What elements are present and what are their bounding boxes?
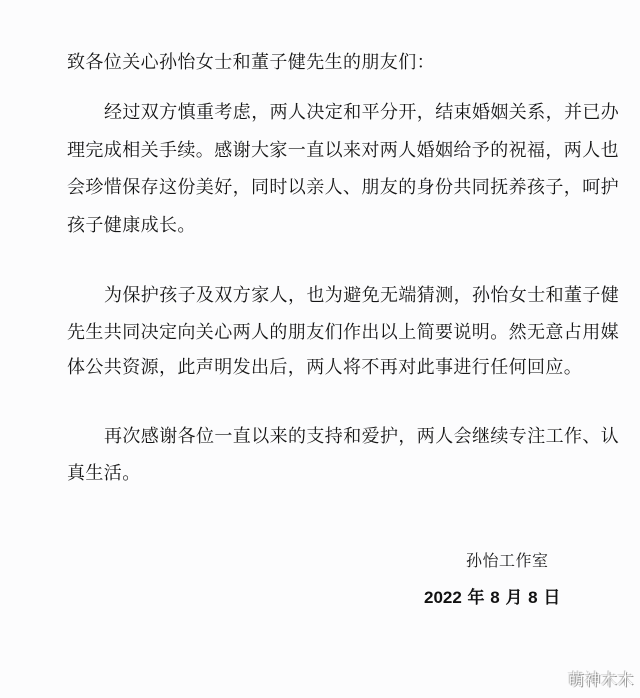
greeting-line: 致各位关心孙怡女士和董子健先生的朋友们： [67, 52, 435, 73]
paragraph-line: 真生活。 [67, 463, 141, 484]
paragraph-line: 为保护孩子及双方家人，也为避免无端猜测，孙怡女士和董子健 [104, 285, 620, 306]
paragraph-line: 体公共资源，此声明发出后，两人将不再对此事进行任何回应。 [67, 357, 583, 378]
statement-date: 2022 年 8 月 8 日 [424, 588, 561, 607]
paragraph-line: 经过双方慎重考虑，两人决定和平分开，结束婚姻关系，并已办 [104, 102, 620, 123]
paragraph-line: 会珍惜保存这份美好，同时以亲人、朋友的身份共同抚养孩子，呵护 [67, 177, 619, 198]
paragraph-line: 再次感谢各位一直以来的支持和爱护，两人会继续专注工作、认 [104, 426, 620, 447]
signature: 孙怡工作室 [466, 551, 549, 570]
watermark: 萌神木木 [567, 670, 634, 689]
paragraph-line: 理完成相关手续。感谢大家一直以来对两人婚姻给予的祝福，两人也 [67, 140, 619, 161]
paragraph-line: 孩子健康成长。 [67, 215, 196, 236]
paragraph-line: 先生共同决定向关心两人的朋友们作出以上简要说明。然无意占用媒 [67, 322, 619, 343]
